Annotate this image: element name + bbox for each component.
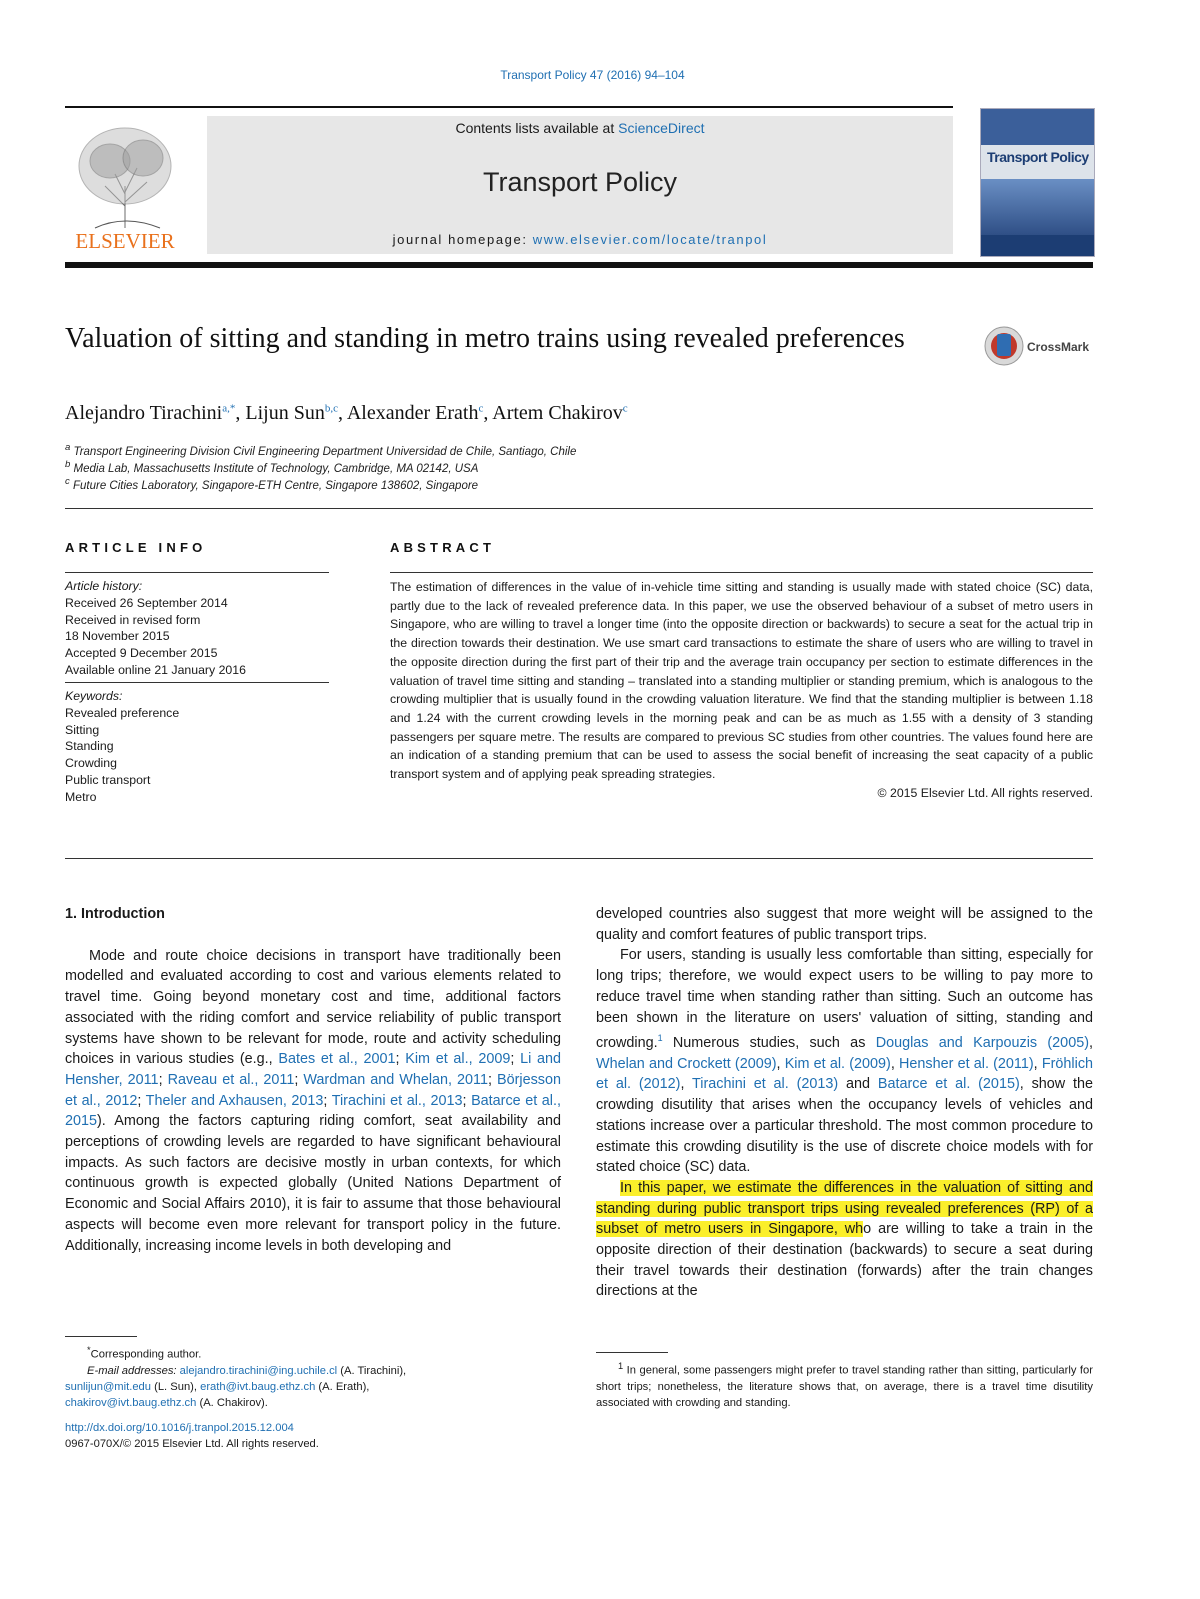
keywords-label: Keywords: — [65, 689, 123, 703]
article-info-rule — [65, 572, 329, 573]
citation-link[interactable]: Hensher et al. (2011) — [899, 1055, 1034, 1072]
contents-line — [207, 120, 953, 136]
history-item: 18 November 2015 — [65, 629, 170, 644]
doi-link[interactable]: http://dx.doi.org/10.1016/j.tranpol.2015.12.004 — [65, 1421, 294, 1434]
article-info-heading: ARTICLE INFO — [65, 540, 207, 555]
email-owner: (L. Sun), — [150, 1380, 201, 1393]
paragraph-text: , show the crowding disutility that arises when the occupancy levels of vehicles and stations increase over a particular threshold. The most common procedure to estimate this crowding disutility is the use of discrete choice models with for stated choice (SC) data. — [596, 1076, 1094, 1176]
footnote-ref[interactable]: 1 — [657, 1033, 663, 1044]
email-owner: (A. Erath), — [315, 1380, 370, 1393]
footnote-mark: 1 — [618, 1361, 624, 1371]
citation-link[interactable]: Wardman and Whelan, 2011 — [303, 1071, 488, 1088]
article-history — [65, 578, 329, 679]
history-label: Article history: — [65, 579, 143, 593]
author-separator: , — [337, 402, 347, 424]
author-name[interactable]: Alexander Erath — [346, 402, 479, 424]
footnote-rule — [596, 1352, 668, 1353]
section-rule — [65, 508, 1093, 509]
issn-line: 0967-070X/© 2015 Elsevier Ltd. All rights reserved. — [65, 1437, 319, 1450]
author-name[interactable]: Lijun Sun — [245, 402, 325, 424]
highlighted-text[interactable]: In this paper, we estimate the differences in the valuation of sitting and standing during public transport trips using revealed preferences (RP) of a subset of metro users in Singapore, wh — [596, 1179, 1093, 1238]
email-link[interactable]: sunlijun@mit.edu — [65, 1380, 151, 1393]
affiliation-text: Media Lab, Massachusetts Institute of Technology, Cambridge, MA 02142, USA — [73, 462, 479, 475]
affiliation — [65, 442, 576, 458]
citation-link[interactable]: Theler and Axhausen, 2013 — [145, 1092, 324, 1109]
sciencedirect-link[interactable]: ScienceDirect — [618, 120, 705, 136]
citation-link[interactable]: Batarce et al. (2015) — [877, 1076, 1020, 1093]
affiliation — [65, 459, 478, 475]
intro-paragraph: Mode and route choice decisions in transport have traditionally been modelled and evaluated according to cost and various elements related to travel time. Going beyond monetary cost and time, additional factors associated with the riding comfort and service reliability of public transport systems have shown to be relevant for mode, route and activity scheduling choices in various studies (e.g., Bates et al., 2001; Kim et al., 2009; Li and Hensher, 2011; Raveau et al., 2011; Wardman and Whelan, 2011; Börjesson et al., 2012; Theler and Axhausen, 2013; Tirachini et al., 2013; Batarce et al., 2015). Among the factors capturing riding comfort, seat availability and perceptions of crowding levels are regarded to have significant behavioural impacts. As such factors are decisive mostly in urban contexts, for which continuous growth is expected globally (United Nations Department of Economic and Social Affairs 2010), it is fair to assume that those behavioural aspects will become even more relevant for transport policy in the future. Additionally, increasing income levels in both developing and — [65, 947, 562, 1254]
citation-link[interactable]: Fröhlich et al. (2012) — [596, 1055, 1094, 1093]
citation-link[interactable]: Kim et al., 2009 — [405, 1051, 511, 1068]
keyword: Standing — [65, 739, 114, 754]
paragraph-text: For users, standing is usually less comfortable than sitting, especially for long trips; therefore, we would expect users to be willing to pay more to reduce travel time when standing rather than sitting. Such an outcome has been shown in the literature on users' valuation of sitting, standing and crowding. — [596, 947, 1093, 1052]
abstract-rule — [390, 572, 1093, 573]
homepage-prefix: journal homepage: — [392, 232, 533, 247]
author-name[interactable]: Artem Chakirov — [492, 402, 623, 424]
keyword: Public transport — [65, 772, 151, 787]
citation-link[interactable]: Whelan and Crockett (2009) — [596, 1055, 777, 1072]
abstract-text: The estimation of differences in the value of in-vehicle time sitting and standing is usually made with stated choice (SC) data, partly due to the lack of revealed preference data. In this paper, we use the observed behaviour of a subset of metro users in Singapore, who are willing to travel a longer time (into the opposite direction or backwards) to secure a seat for the actual trip in the direction towards their destination. We use smart card transactions to estimate the share of users who are willing to travel in the opposite direction during the first part of their trip and the average train occupancy per section to estimate differences in the valuation of travel time sitting and standing – translated into a standing multiplier or standing premium, which is analogous to the crowding multiplier that is usually found in the crowding valuation literature. We find that the standing multiplier is between 1.18 and 1.24 with the current crowding levels in the morning peak and can be as much as 1.55 with a density of 3 standing passengers per square metre. The results are compared to previous SC studies from other countries. The values found here are an indication of a standing premium that can be used to assess the social benefit of increasing the seat capacity of a public transport system and of applying peak spreading strategies. — [390, 580, 1093, 782]
article-title: Valuation of sitting and standing in metro trains using revealed preferences — [65, 323, 905, 354]
history-item: Accepted 9 December 2015 — [65, 646, 218, 661]
keywords-rule — [65, 682, 329, 683]
intro-heading: 1. Introduction — [65, 906, 165, 922]
affiliation-mark: a — [65, 442, 71, 453]
author-name[interactable]: Alejandro Tirachini — [65, 402, 223, 424]
footnote-text: In general, some passengers might prefer to travel standing rather than sitting, particularly for short trips; nonetheless, the literature shows that, on average, there is a travel time disutility associated with crowding and standing. — [596, 1364, 1093, 1409]
author-separator: , — [483, 402, 493, 424]
email-owner: (A. Tirachini), — [337, 1364, 407, 1377]
author-affil-mark[interactable]: a,* — [222, 402, 236, 415]
elsevier-tree-icon — [65, 116, 185, 254]
history-item: Received in revised form — [65, 612, 201, 627]
intro-paragraph-continued: developed countries also suggest that more weight will be assigned to the quality and comfort features of public transport trips. — [596, 906, 1093, 943]
masthead-rule — [65, 262, 1093, 268]
email-label: E-mail addresses: — [87, 1364, 180, 1377]
footnote-1 — [596, 1358, 1093, 1411]
email-link[interactable]: chakirov@ivt.baug.ethz.ch — [65, 1396, 197, 1409]
journal-title: Transport Policy — [482, 167, 678, 197]
citation-link[interactable]: Tirachini et al. (2013) — [692, 1076, 839, 1093]
journal-citation[interactable]: Transport Policy 47 (2016) 94–104 — [500, 68, 685, 82]
affiliation-text: Future Cities Laboratory, Singapore-ETH Centre, Singapore 138602, Singapore — [73, 479, 479, 492]
crossmark-label: CrossMark — [1027, 340, 1090, 354]
author-affil-mark[interactable]: c — [622, 402, 628, 415]
intro-paragraph: For users, standing is usually less comfortable than sitting, especially for long trips; therefore, we would expect users to be willing to pay more to reduce travel time when standing rather than sitting. Such an outcome has been shown in the literature on users' valuation of sitting, standing and crowding.$^1$ Numerous studies, such as Douglas and Karpouzis (2005), Whelan and Crockett (2009), Kim et al. (2009), Hensher et al. (2011), Fröhlich et al. (2012), Tirachini et al. (2013) and Batarce et al. (2015), show the crowding disutility that arises when the occupancy levels of vehicles and stations increase over a particular threshold. The most common procedure to estimate this crowding disutility is the use of discrete choice models with for stated choice (SC) data. — [596, 947, 1094, 1176]
elsevier-wordmark: ELSEVIER — [75, 229, 175, 253]
email-link[interactable]: alejandro.tirachini@ing.uchile.cl — [179, 1364, 338, 1377]
keyword: Metro — [65, 789, 97, 804]
corresponding-mark: * — [87, 1345, 91, 1355]
abstract-heading: ABSTRACT — [390, 540, 496, 555]
author-list — [65, 402, 628, 425]
left-column — [65, 904, 561, 1256]
paragraph-text: o are willing to take a train in the opposite direction of their destination (backwards) to secure a seat during their travel towards their destination (forwards) after the train changes directions at the — [596, 1221, 1093, 1300]
keyword: Revealed preference — [65, 705, 180, 720]
cover-title: Transport Policy — [987, 149, 1089, 165]
footnote-rule — [65, 1336, 137, 1337]
cover-footer — [981, 235, 1094, 256]
right-column — [596, 904, 1093, 1302]
citation-link[interactable]: Tirachini et al., 2013 — [331, 1092, 463, 1109]
history-item: Available online 21 January 2016 — [65, 662, 246, 677]
contents-prefix: Contents lists available at — [455, 120, 619, 136]
paragraph-text: Mode and route choice decisions in transport have traditionally been modelled and evaluated according to cost and various elements related to travel time. Going beyond monetary cost and time, additional factors associated with the riding comfort and service reliability of public transport systems have shown to be relevant for mode, route and activity scheduling choices in various studies (e.g., — [65, 947, 561, 1068]
header-rule — [65, 106, 953, 108]
keyword: Crowding — [65, 756, 117, 771]
cover-photo — [981, 179, 1094, 235]
citation-link[interactable]: Raveau et al., 2011 — [167, 1071, 295, 1088]
homepage-link[interactable]: www.elsevier.com/locate/tranpol — [532, 232, 768, 247]
corresponding-author: Corresponding author. — [90, 1348, 202, 1361]
email-owner: (A. Chakirov). — [196, 1396, 268, 1409]
affiliation-mark: c — [65, 476, 70, 487]
abstract-body — [390, 578, 1093, 802]
crossmark-badge[interactable] — [983, 325, 1095, 367]
footnotes-left — [65, 1342, 561, 1452]
affiliation-text: Transport Engineering Division Civil Engineering Department Universidad de Chile, Santiago, Chile — [73, 445, 577, 458]
journal-cover-image — [980, 108, 1095, 257]
keywords-list — [65, 688, 329, 806]
author-affil-mark[interactable]: b,c — [324, 402, 338, 415]
author-affil-mark[interactable]: c — [478, 402, 484, 415]
affiliation-mark: b — [65, 459, 71, 470]
citation-link[interactable]: Börjesson et al., 2012 — [65, 1071, 562, 1109]
affiliation — [65, 476, 478, 492]
journal-homepage — [207, 232, 953, 247]
citation-link[interactable]: Li and Hensher, 2011 — [65, 1051, 562, 1088]
citation-link[interactable]: Kim et al. (2009) — [784, 1055, 891, 1072]
intro-paragraph — [596, 1178, 1093, 1302]
email-link[interactable]: erath@ivt.baug.ethz.ch — [200, 1380, 316, 1393]
paragraph-text: ). Among the factors capturing riding comfort, seat availability and perceptions of crowding levels are regarded to have significant behavioural impacts. As such factors are decisive mostly in urban contexts, for which continuous growth is expected globally (United Nations Department of Economic and Social Affairs 2010), it is fair to assume that those behavioural aspects will become even more relevant for transport policy in the future. Additionally, increasing income levels in both developing and — [65, 1113, 561, 1254]
citation-link[interactable]: Douglas and Karpouzis (2005) — [875, 1035, 1089, 1052]
abstract-copyright: © 2015 Elsevier Ltd. All rights reserved. — [877, 785, 1093, 800]
section-rule — [65, 858, 1093, 859]
keyword: Sitting — [65, 722, 100, 737]
paragraph-text: Numerous studies, such as — [662, 1035, 876, 1052]
cover-band — [981, 109, 1094, 145]
citation-link[interactable]: Bates et al., 2001 — [278, 1051, 396, 1068]
author-separator: , — [235, 402, 246, 424]
history-item: Received 26 September 2014 — [65, 595, 228, 610]
elsevier-logo — [65, 116, 185, 254]
citation-link[interactable]: Batarce et al., 2015 — [65, 1092, 561, 1130]
